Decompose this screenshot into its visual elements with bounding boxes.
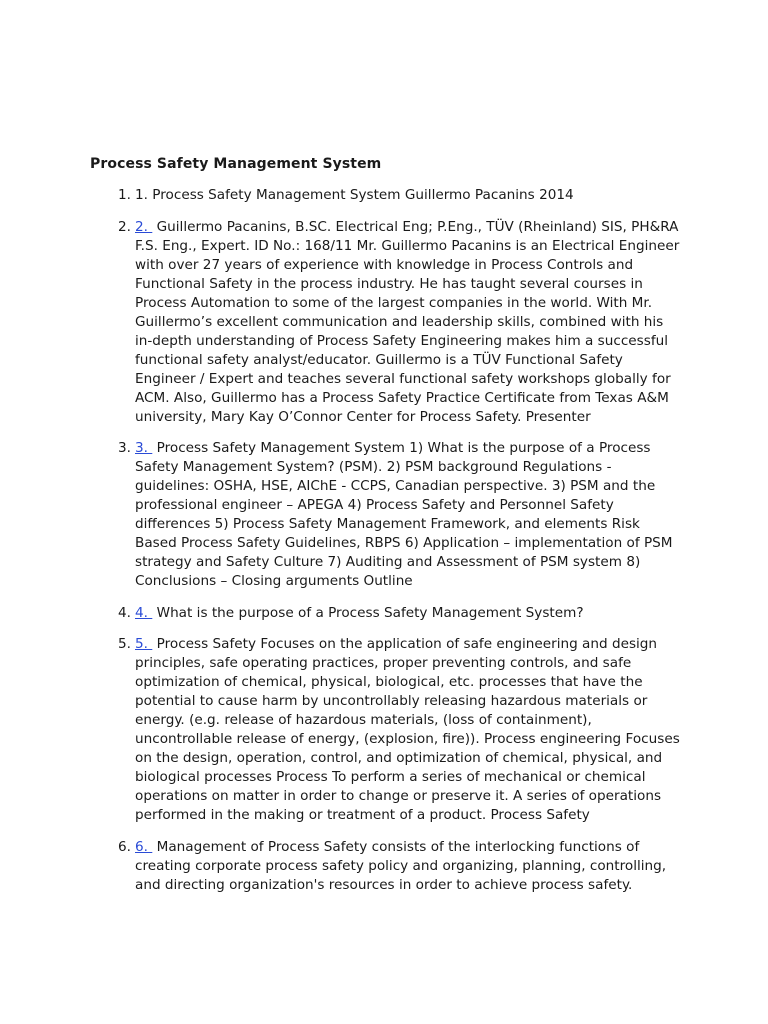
item-number: 5. <box>118 636 131 652</box>
item-text: What is the purpose of a Process Safety Management System? <box>156 604 584 621</box>
item-number: 4. <box>118 604 131 621</box>
item-text: 1. Process Safety Management System Guillermo Pacanins 2014 <box>135 187 574 203</box>
list-item-2 <box>0 218 680 427</box>
item-text: Process Safety Management System 1) What is the purpose of a Process Safety Management System? (PSM). 2) PSM background Regulations - guidelines: OSHA, HSE, AIChE - CCPS, Canadian perspective. 3) PSM and the professional engineer – APEGA 4) Process Safety and Personnel Safety differences 5) Process Safety Management Framework, and elements Risk Based Process Safety Guidelines, RBPS 6) Application – implementation of PSM strategy and Safety Culture 7) Auditing and Assessment of PSM system 8) Conclusions – Closing arguments Outline <box>135 440 673 589</box>
document-title: Process Safety Management System <box>90 156 382 172</box>
item-text: Management of Process Safety consists of the interlocking functions of creating corporate process safety policy and organizing, planning, controlling, and directing organization's resources in order to achieve process safety. <box>135 838 667 893</box>
item-number: 6. <box>118 838 131 855</box>
list-item-5 <box>0 635 680 825</box>
slide-link-2[interactable]: 2. <box>135 218 153 235</box>
slide-link-5[interactable]: 5. <box>135 636 153 652</box>
list-item-3 <box>0 439 680 591</box>
list-item-6 <box>0 838 680 895</box>
item-text: Process Safety Focuses on the application of safe engineering and design principles, safe operating practices, proper preventing controls, and safe optimization of chemical, physical, biological, etc. processes that have the potential to cause harm by uncontrollably releasing hazardous materials or energy. (e.g. release of hazardous materials, (loss of containment), uncontrollable release of energy, (explosion, fire)). Process engineering Focuses on the design, operation, control, and optimization of chemical, physical, and biological processes Process To perform a series of mechanical or chemical operations on matter in order to change or preserve it. A series of operations performed in the making or treatment of a product. Process Safety <box>135 636 680 823</box>
list-item-1 <box>0 186 680 205</box>
item-text: Guillermo Pacanins, B.SC. Electrical Eng; P.Eng., TÜV (Rheinland) SIS, PH&RA F.S. Eng., Expert. ID No.: 168/11 Mr. Guillermo Pacanins is an Electrical Engineer with over 27 years of experience with knowledge in Process Controls and Functional Safety in the process industry. He has taught several courses in Process Automation to some of the largest companies in the world. With Mr. Guillermo’s excellent communication and leadership skills, combined with his in-depth understanding of Process Safety Engineering makes him a successful functional safety analyst/educator. Guillermo is a TÜV Functional Safety Engineer / Expert and teaches several functional safety workshops globally for ACM. Also, Guillermo has a Process Safety Practice Certificate from Texas A&M university, Mary Kay O’Connor Center for Process Safety. Presenter <box>135 218 680 425</box>
item-number: 2. <box>118 218 131 235</box>
slide-link-3[interactable]: 3. <box>135 440 153 456</box>
slide-link-4[interactable]: 4. <box>135 604 153 621</box>
slide-link-6[interactable]: 6. <box>135 838 153 855</box>
list-item-4 <box>0 604 680 623</box>
item-number: 1. <box>118 187 131 203</box>
item-number: 3. <box>118 440 131 456</box>
slide-list <box>0 186 680 907</box>
